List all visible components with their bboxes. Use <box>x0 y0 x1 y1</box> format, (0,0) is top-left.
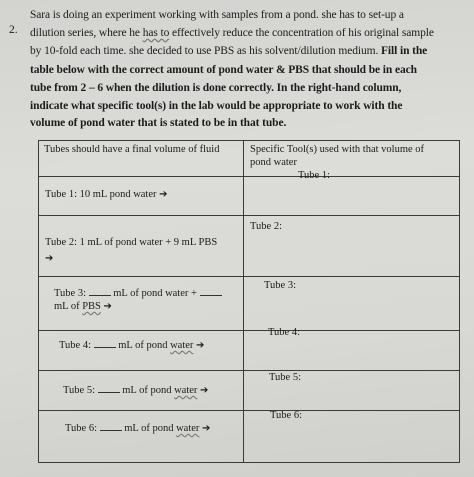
arrow-icon: ➔ <box>200 385 209 396</box>
header-right-line-1: Specific Tool(s) used with that volume of <box>250 144 425 155</box>
question-line-2-a: dilution series, where he <box>30 27 143 39</box>
table-row <box>39 216 460 277</box>
row-6-text-b: mL of pond <box>124 423 177 434</box>
blank-line <box>89 287 111 296</box>
row-4-text-b: mL of pond <box>118 340 171 351</box>
row-6-right <box>244 411 460 463</box>
row-3-right-label: Tube 3: <box>264 280 296 291</box>
table-row <box>39 411 460 463</box>
question-line-3-a: by 10-fold each time. she decided to use PBS as his solvent/dilution medium. <box>30 45 381 57</box>
header-left: Tubes should have a final volume of fluid <box>44 144 220 155</box>
row-4-tube: Tube 4: <box>59 340 91 351</box>
table-header-row <box>39 141 460 177</box>
table-row <box>39 331 460 371</box>
row-2-text: Tube 2: 1 mL of pond water + 9 mL PBS <box>45 237 218 248</box>
row-1-left <box>39 177 244 216</box>
arrow-icon: ➔ <box>202 423 211 434</box>
question-line-5: tube from 2 – 6 when the dilution is done correctly. In the right-hand column, <box>30 82 402 94</box>
table-row <box>39 371 460 411</box>
blank-line <box>98 384 120 393</box>
row-5-left <box>39 371 244 411</box>
arrow-icon: ➔ <box>45 253 54 264</box>
row-3-right <box>244 277 460 331</box>
row-3-text-c: mL of <box>54 301 83 312</box>
row-4-left <box>39 331 244 371</box>
header-right-line-2: pond water <box>250 157 297 168</box>
row-6-left <box>39 411 244 463</box>
row-4-right-label: Tube 4: <box>268 327 300 338</box>
row-5-text-b: mL of pond <box>122 385 175 396</box>
row-2-right <box>244 216 460 277</box>
arrow-icon: ➔ <box>196 340 205 351</box>
row-1-right-label: Tube 1: <box>298 170 330 181</box>
row-3-text-d: PBS <box>82 301 101 312</box>
row-6-tube: Tube 6: <box>65 423 97 434</box>
row-5-right <box>244 371 460 411</box>
row-3-tube: Tube 3: <box>54 288 86 299</box>
row-2-right-label: Tube 2: <box>250 221 282 232</box>
row-1-right <box>244 170 460 216</box>
row-4-text-c: water <box>170 340 194 351</box>
header-left-cell <box>39 141 244 177</box>
question-line-7: volume of pond water that is stated to be in that tube. <box>30 117 287 129</box>
row-3-text-b: mL of pond water + <box>113 288 197 299</box>
question-line-6: indicate what specific tool(s) in the lab would be appropriate to work with the <box>30 100 403 112</box>
row-5-tube: Tube 5: <box>63 385 95 396</box>
table-row <box>39 177 460 216</box>
question-line-3 <box>30 45 427 57</box>
question-line-4: table below with the correct amount of pond water & PBS that should be in each <box>30 64 417 76</box>
question-line-2-b: has to <box>142 27 170 39</box>
row-5-text-c: water <box>174 385 198 396</box>
blank-line <box>94 339 116 348</box>
question-line-1: Sara is doing an experiment working with samples from a pond. she has to set-up a <box>30 9 404 21</box>
arrow-icon: ➔ <box>103 301 112 312</box>
row-4-right <box>244 327 460 371</box>
row-6-text-c: water <box>176 423 200 434</box>
blank-line <box>100 422 122 431</box>
arrow-icon: ➔ <box>159 189 168 200</box>
row-3-left <box>39 277 244 331</box>
table-row <box>39 277 460 331</box>
question-number: 2. <box>9 24 18 36</box>
question-line-2 <box>30 27 434 39</box>
question-line-2-c: effectively reduce the concentration of his original sample <box>169 27 434 39</box>
row-2-left <box>39 216 244 277</box>
dilution-table <box>38 140 460 463</box>
row-5-right-label: Tube 5: <box>269 372 301 383</box>
row-6-right-label: Tube 6: <box>270 410 302 421</box>
blank-line <box>200 287 222 296</box>
row-1-text: Tube 1: 10 mL pond water <box>45 189 160 200</box>
question-line-3-b: Fill in the <box>381 45 428 57</box>
header-right-cell <box>244 141 460 177</box>
